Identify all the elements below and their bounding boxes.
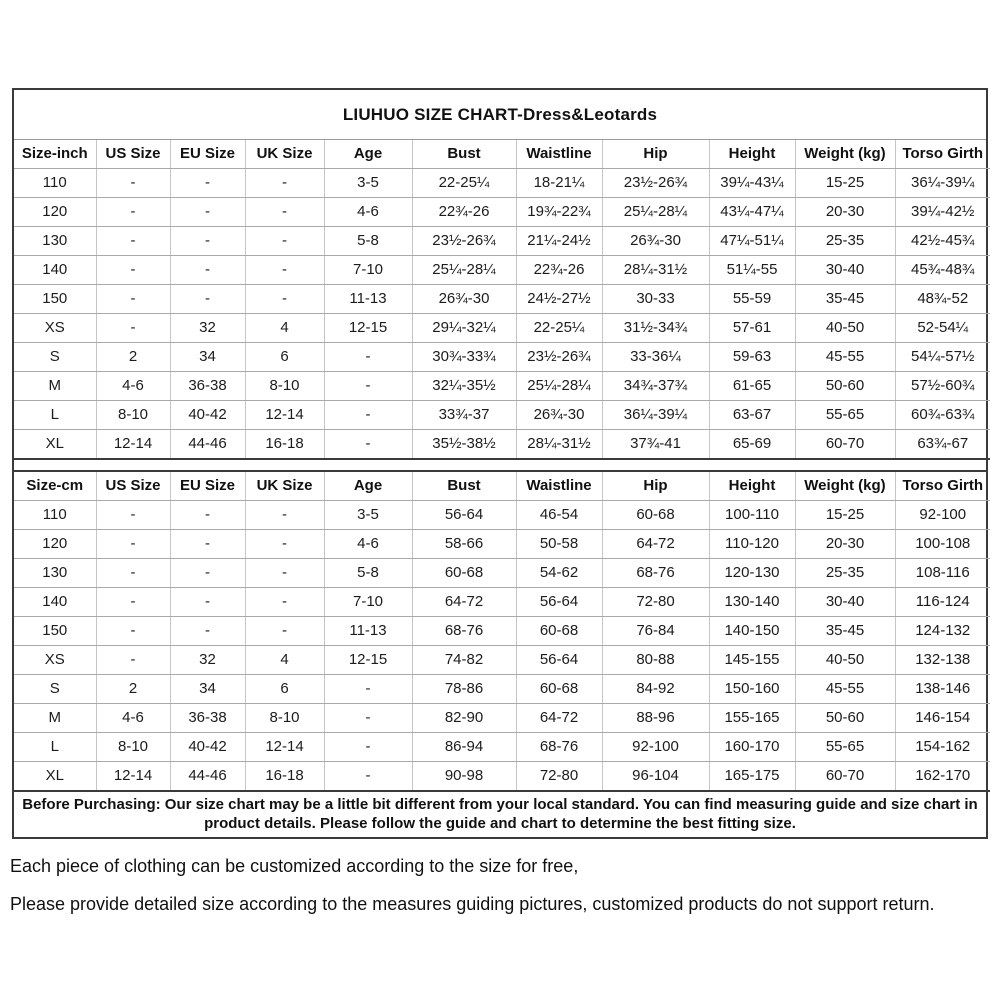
table-cell: 55-65 bbox=[795, 733, 895, 762]
table-cell: 72-80 bbox=[516, 762, 602, 792]
table-cell: 150 bbox=[14, 285, 96, 314]
table-cell: - bbox=[324, 401, 412, 430]
table-cell: 48¾-52 bbox=[895, 285, 990, 314]
column-header: Age bbox=[324, 140, 412, 169]
table-cell: 140 bbox=[14, 256, 96, 285]
table-cell: 80-88 bbox=[602, 646, 709, 675]
table-cell: XL bbox=[14, 762, 96, 792]
table-cell: 61-65 bbox=[709, 372, 795, 401]
table-cell: 4-6 bbox=[96, 704, 170, 733]
table-cell: 84-92 bbox=[602, 675, 709, 704]
table-cell: 28¼-31½ bbox=[602, 256, 709, 285]
table-row bbox=[14, 169, 990, 198]
table-cell: 4 bbox=[245, 646, 324, 675]
table-cell: 22¾-26 bbox=[412, 198, 516, 227]
table-cell: 82-90 bbox=[412, 704, 516, 733]
table-cell: 30-40 bbox=[795, 256, 895, 285]
table-cell: - bbox=[324, 704, 412, 733]
table-cell: 36-38 bbox=[170, 704, 245, 733]
column-header: EU Size bbox=[170, 472, 245, 501]
table-cell: 39¼-43¼ bbox=[709, 169, 795, 198]
size-table-inch bbox=[14, 140, 990, 460]
table-cell: 124-132 bbox=[895, 617, 990, 646]
column-header: Torso Girth bbox=[895, 472, 990, 501]
table-cell: 120 bbox=[14, 198, 96, 227]
table-cell: - bbox=[96, 169, 170, 198]
table-cell: 63¾-67 bbox=[895, 430, 990, 460]
table-cell: 50-58 bbox=[516, 530, 602, 559]
table-cell: 108-116 bbox=[895, 559, 990, 588]
table-cell: 60-70 bbox=[795, 762, 895, 792]
table-cell: 4-6 bbox=[324, 530, 412, 559]
table-cell: 116-124 bbox=[895, 588, 990, 617]
table-row bbox=[14, 256, 990, 285]
table-cell: 120-130 bbox=[709, 559, 795, 588]
table-cell: 55-65 bbox=[795, 401, 895, 430]
table-cell: - bbox=[96, 285, 170, 314]
table-cell: 15-25 bbox=[795, 501, 895, 530]
purchase-note: Before Purchasing: Our size chart may be a little bit different from your local standard. You can find measuring guide and size chart in product details. Please follow the guide and chart to determine the best fitting size. bbox=[22, 796, 978, 832]
footer-line-2: Please provide detailed size according to the measures guiding pictures, customized products do not support return. bbox=[10, 894, 935, 914]
table-cell: 40-50 bbox=[795, 314, 895, 343]
table-cell: 12-15 bbox=[324, 314, 412, 343]
table-cell: - bbox=[96, 501, 170, 530]
table-cell: - bbox=[324, 430, 412, 460]
table-cell: 12-14 bbox=[96, 430, 170, 460]
column-header: Weight (kg) bbox=[795, 472, 895, 501]
table-cell: 44-46 bbox=[170, 430, 245, 460]
table-cell: - bbox=[170, 169, 245, 198]
table-row bbox=[14, 501, 990, 530]
column-header: Waistline bbox=[516, 472, 602, 501]
table-cell: 74-82 bbox=[412, 646, 516, 675]
table-cell: 92-100 bbox=[895, 501, 990, 530]
table-cell: 110 bbox=[14, 169, 96, 198]
table-cell: 59-63 bbox=[709, 343, 795, 372]
table-cell: 130 bbox=[14, 559, 96, 588]
table-cell: 90-98 bbox=[412, 762, 516, 792]
table-cell: 110 bbox=[14, 501, 96, 530]
table-cell: 25-35 bbox=[795, 227, 895, 256]
table-cell: 4-6 bbox=[324, 198, 412, 227]
column-header: Age bbox=[324, 472, 412, 501]
table-row bbox=[14, 198, 990, 227]
table-cell: 39¼-42½ bbox=[895, 198, 990, 227]
column-header: Hip bbox=[602, 140, 709, 169]
table-cell: 60-68 bbox=[516, 675, 602, 704]
table-cell: 16-18 bbox=[245, 430, 324, 460]
table-cell: 33-36¼ bbox=[602, 343, 709, 372]
table-row bbox=[14, 401, 990, 430]
footer-line-1: Each piece of clothing can be customized according to the size for free, bbox=[10, 856, 579, 876]
table-cell: 60-68 bbox=[602, 501, 709, 530]
table-cell: 100-108 bbox=[895, 530, 990, 559]
column-header: US Size bbox=[96, 472, 170, 501]
table-cell: - bbox=[324, 762, 412, 792]
table-cell: 7-10 bbox=[324, 588, 412, 617]
table-cell: 32 bbox=[170, 646, 245, 675]
table-cell: - bbox=[245, 285, 324, 314]
table-cell: - bbox=[245, 588, 324, 617]
table-cell: S bbox=[14, 343, 96, 372]
table-cell: 29¼-32¼ bbox=[412, 314, 516, 343]
table-cell: - bbox=[170, 530, 245, 559]
table-cell: 3-5 bbox=[324, 501, 412, 530]
table-cell: 34 bbox=[170, 343, 245, 372]
table-cell: 40-50 bbox=[795, 646, 895, 675]
table-cell: 35-45 bbox=[795, 285, 895, 314]
table-cell: 30¾-33¾ bbox=[412, 343, 516, 372]
table-row bbox=[14, 372, 990, 401]
table-cell: - bbox=[96, 227, 170, 256]
table-row bbox=[14, 646, 990, 675]
table-cell: 8-10 bbox=[96, 401, 170, 430]
table-row bbox=[14, 617, 990, 646]
table-cell: - bbox=[170, 285, 245, 314]
table-cell: 6 bbox=[245, 675, 324, 704]
table-cell: 54¼-57½ bbox=[895, 343, 990, 372]
table-cell: - bbox=[324, 675, 412, 704]
table-cell: - bbox=[170, 617, 245, 646]
table-cell: - bbox=[96, 256, 170, 285]
table-cell: 45-55 bbox=[795, 343, 895, 372]
table-cell: 51¼-55 bbox=[709, 256, 795, 285]
table-cell: 23½-26¾ bbox=[602, 169, 709, 198]
table-row bbox=[14, 675, 990, 704]
table-cell: 100-110 bbox=[709, 501, 795, 530]
header-row bbox=[14, 472, 990, 501]
table-row bbox=[14, 530, 990, 559]
table-cell: - bbox=[245, 501, 324, 530]
table-cell: 3-5 bbox=[324, 169, 412, 198]
table-cell: 165-175 bbox=[709, 762, 795, 792]
table-cell: M bbox=[14, 704, 96, 733]
table-cell: 26¾-30 bbox=[602, 227, 709, 256]
table-cell: 6 bbox=[245, 343, 324, 372]
table-cell: 68-76 bbox=[412, 617, 516, 646]
table-cell: 34 bbox=[170, 675, 245, 704]
table-cell: - bbox=[245, 559, 324, 588]
table-cell: 7-10 bbox=[324, 256, 412, 285]
table-cell: XS bbox=[14, 646, 96, 675]
table-cell: 56-64 bbox=[412, 501, 516, 530]
column-header: Hip bbox=[602, 472, 709, 501]
cm-table-header bbox=[14, 472, 990, 501]
table-cell: 19¾-22¾ bbox=[516, 198, 602, 227]
column-header: Torso Girth bbox=[895, 140, 990, 169]
table-cell: - bbox=[96, 588, 170, 617]
table-cell: 155-165 bbox=[709, 704, 795, 733]
table-cell: - bbox=[324, 733, 412, 762]
table-cell: 18-21¼ bbox=[516, 169, 602, 198]
table-cell: 52-54¼ bbox=[895, 314, 990, 343]
cm-table-body bbox=[14, 501, 990, 792]
table-cell: 32¼-35½ bbox=[412, 372, 516, 401]
table-cell: 64-72 bbox=[412, 588, 516, 617]
table-cell: 31½-34¾ bbox=[602, 314, 709, 343]
table-cell: - bbox=[170, 227, 245, 256]
table-cell: 25¼-28¼ bbox=[516, 372, 602, 401]
table-cell: 43¼-47¼ bbox=[709, 198, 795, 227]
table-cell: 25¼-28¼ bbox=[412, 256, 516, 285]
table-cell: 23½-26¾ bbox=[516, 343, 602, 372]
table-cell: M bbox=[14, 372, 96, 401]
table-cell: 68-76 bbox=[516, 733, 602, 762]
table-cell: 30-40 bbox=[795, 588, 895, 617]
table-cell: - bbox=[170, 501, 245, 530]
table-cell: 54-62 bbox=[516, 559, 602, 588]
table-cell: 42½-45¾ bbox=[895, 227, 990, 256]
inch-table-body bbox=[14, 169, 990, 460]
table-row bbox=[14, 588, 990, 617]
table-cell: 45¾-48¾ bbox=[895, 256, 990, 285]
table-cell: 4 bbox=[245, 314, 324, 343]
table-cell: S bbox=[14, 675, 96, 704]
size-table-cm bbox=[14, 472, 990, 792]
table-cell: 162-170 bbox=[895, 762, 990, 792]
table-separator bbox=[14, 460, 986, 472]
table-cell: 68-76 bbox=[602, 559, 709, 588]
table-cell: 57½-60¾ bbox=[895, 372, 990, 401]
table-cell: 8-10 bbox=[245, 704, 324, 733]
table-cell: 5-8 bbox=[324, 559, 412, 588]
table-cell: 26¾-30 bbox=[516, 401, 602, 430]
table-cell: 44-46 bbox=[170, 762, 245, 792]
table-cell: 154-162 bbox=[895, 733, 990, 762]
table-cell: 23½-26¾ bbox=[412, 227, 516, 256]
table-cell: 150 bbox=[14, 617, 96, 646]
table-cell: 138-146 bbox=[895, 675, 990, 704]
table-cell: - bbox=[96, 198, 170, 227]
table-cell: 86-94 bbox=[412, 733, 516, 762]
header-row bbox=[14, 140, 990, 169]
table-row bbox=[14, 733, 990, 762]
table-cell: 40-42 bbox=[170, 401, 245, 430]
table-cell: 12-14 bbox=[245, 401, 324, 430]
column-header: Bust bbox=[412, 140, 516, 169]
table-cell: 92-100 bbox=[602, 733, 709, 762]
table-cell: 50-60 bbox=[795, 372, 895, 401]
table-cell: 22-25¼ bbox=[516, 314, 602, 343]
inch-table-header bbox=[14, 140, 990, 169]
table-cell: 110-120 bbox=[709, 530, 795, 559]
table-cell: 120 bbox=[14, 530, 96, 559]
table-cell: 140-150 bbox=[709, 617, 795, 646]
table-cell: 25¼-28¼ bbox=[602, 198, 709, 227]
table-cell: - bbox=[245, 617, 324, 646]
table-cell: 21¼-24½ bbox=[516, 227, 602, 256]
table-cell: 2 bbox=[96, 343, 170, 372]
table-cell: 12-14 bbox=[245, 733, 324, 762]
column-header: Height bbox=[709, 140, 795, 169]
table-cell: 36¼-39¼ bbox=[602, 401, 709, 430]
table-cell: 140 bbox=[14, 588, 96, 617]
table-cell: - bbox=[96, 646, 170, 675]
table-cell: 20-30 bbox=[795, 198, 895, 227]
table-cell: 33¾-37 bbox=[412, 401, 516, 430]
table-cell: - bbox=[245, 227, 324, 256]
column-header: Height bbox=[709, 472, 795, 501]
table-cell: XS bbox=[14, 314, 96, 343]
table-row bbox=[14, 285, 990, 314]
table-cell: 2 bbox=[96, 675, 170, 704]
table-cell: - bbox=[96, 617, 170, 646]
table-cell: 60-68 bbox=[412, 559, 516, 588]
table-cell: 145-155 bbox=[709, 646, 795, 675]
table-cell: 11-13 bbox=[324, 285, 412, 314]
table-cell: 45-55 bbox=[795, 675, 895, 704]
column-header: Bust bbox=[412, 472, 516, 501]
table-cell: 130-140 bbox=[709, 588, 795, 617]
table-cell: 25-35 bbox=[795, 559, 895, 588]
table-cell: XL bbox=[14, 430, 96, 460]
table-cell: 35½-38½ bbox=[412, 430, 516, 460]
table-cell: 5-8 bbox=[324, 227, 412, 256]
table-cell: 11-13 bbox=[324, 617, 412, 646]
table-cell: 60-70 bbox=[795, 430, 895, 460]
table-cell: 12-14 bbox=[96, 762, 170, 792]
table-cell: 46-54 bbox=[516, 501, 602, 530]
table-cell: 64-72 bbox=[602, 530, 709, 559]
table-cell: 88-96 bbox=[602, 704, 709, 733]
table-cell: 8-10 bbox=[245, 372, 324, 401]
table-cell: 12-15 bbox=[324, 646, 412, 675]
column-header: EU Size bbox=[170, 140, 245, 169]
table-cell: - bbox=[170, 588, 245, 617]
table-cell: 160-170 bbox=[709, 733, 795, 762]
table-cell: - bbox=[245, 530, 324, 559]
table-row bbox=[14, 343, 990, 372]
table-cell: 76-84 bbox=[602, 617, 709, 646]
table-cell: 20-30 bbox=[795, 530, 895, 559]
table-cell: - bbox=[96, 314, 170, 343]
table-cell: 56-64 bbox=[516, 646, 602, 675]
table-cell: 36¼-39¼ bbox=[895, 169, 990, 198]
table-cell: 26¾-30 bbox=[412, 285, 516, 314]
table-cell: 15-25 bbox=[795, 169, 895, 198]
table-cell: 132-138 bbox=[895, 646, 990, 675]
table-cell: 63-67 bbox=[709, 401, 795, 430]
table-cell: 40-42 bbox=[170, 733, 245, 762]
column-header: Size-cm bbox=[14, 472, 96, 501]
table-cell: 22¾-26 bbox=[516, 256, 602, 285]
table-cell: 32 bbox=[170, 314, 245, 343]
customization-notes bbox=[10, 856, 935, 932]
size-chart-panel bbox=[12, 88, 988, 839]
table-cell: - bbox=[170, 198, 245, 227]
chart-title: LIUHUO SIZE CHART-Dress&Leotards bbox=[14, 90, 986, 140]
table-row bbox=[14, 430, 990, 460]
table-cell: 30-33 bbox=[602, 285, 709, 314]
table-cell: 64-72 bbox=[516, 704, 602, 733]
table-cell: L bbox=[14, 733, 96, 762]
table-cell: 55-59 bbox=[709, 285, 795, 314]
table-cell: - bbox=[324, 372, 412, 401]
table-cell: 50-60 bbox=[795, 704, 895, 733]
column-header: UK Size bbox=[245, 472, 324, 501]
table-cell: 24½-27½ bbox=[516, 285, 602, 314]
table-cell: 57-61 bbox=[709, 314, 795, 343]
table-cell: 150-160 bbox=[709, 675, 795, 704]
table-cell: 60-68 bbox=[516, 617, 602, 646]
table-cell: 47¼-51¼ bbox=[709, 227, 795, 256]
column-header: Weight (kg) bbox=[795, 140, 895, 169]
table-cell: 58-66 bbox=[412, 530, 516, 559]
table-cell: 60¾-63¾ bbox=[895, 401, 990, 430]
table-cell: - bbox=[96, 530, 170, 559]
table-row bbox=[14, 227, 990, 256]
table-row bbox=[14, 314, 990, 343]
table-row bbox=[14, 762, 990, 792]
column-header: Size-inch bbox=[14, 140, 96, 169]
table-row bbox=[14, 704, 990, 733]
table-cell: 36-38 bbox=[170, 372, 245, 401]
table-cell: 146-154 bbox=[895, 704, 990, 733]
table-cell: - bbox=[170, 559, 245, 588]
table-cell: - bbox=[245, 169, 324, 198]
table-cell: 22-25¼ bbox=[412, 169, 516, 198]
column-header: UK Size bbox=[245, 140, 324, 169]
table-cell: - bbox=[170, 256, 245, 285]
column-header: Waistline bbox=[516, 140, 602, 169]
table-cell: 56-64 bbox=[516, 588, 602, 617]
table-cell: 35-45 bbox=[795, 617, 895, 646]
table-cell: - bbox=[245, 198, 324, 227]
table-cell: 72-80 bbox=[602, 588, 709, 617]
table-cell: 4-6 bbox=[96, 372, 170, 401]
table-cell: 34¾-37¾ bbox=[602, 372, 709, 401]
table-cell: 130 bbox=[14, 227, 96, 256]
table-cell: - bbox=[245, 256, 324, 285]
table-cell: 8-10 bbox=[96, 733, 170, 762]
table-cell: 65-69 bbox=[709, 430, 795, 460]
table-cell: 28¼-31½ bbox=[516, 430, 602, 460]
column-header: US Size bbox=[96, 140, 170, 169]
table-cell: 78-86 bbox=[412, 675, 516, 704]
table-cell: 96-104 bbox=[602, 762, 709, 792]
table-cell: 37¾-41 bbox=[602, 430, 709, 460]
table-cell: 16-18 bbox=[245, 762, 324, 792]
table-row bbox=[14, 559, 990, 588]
table-cell: - bbox=[96, 559, 170, 588]
table-cell: L bbox=[14, 401, 96, 430]
table-cell: - bbox=[324, 343, 412, 372]
